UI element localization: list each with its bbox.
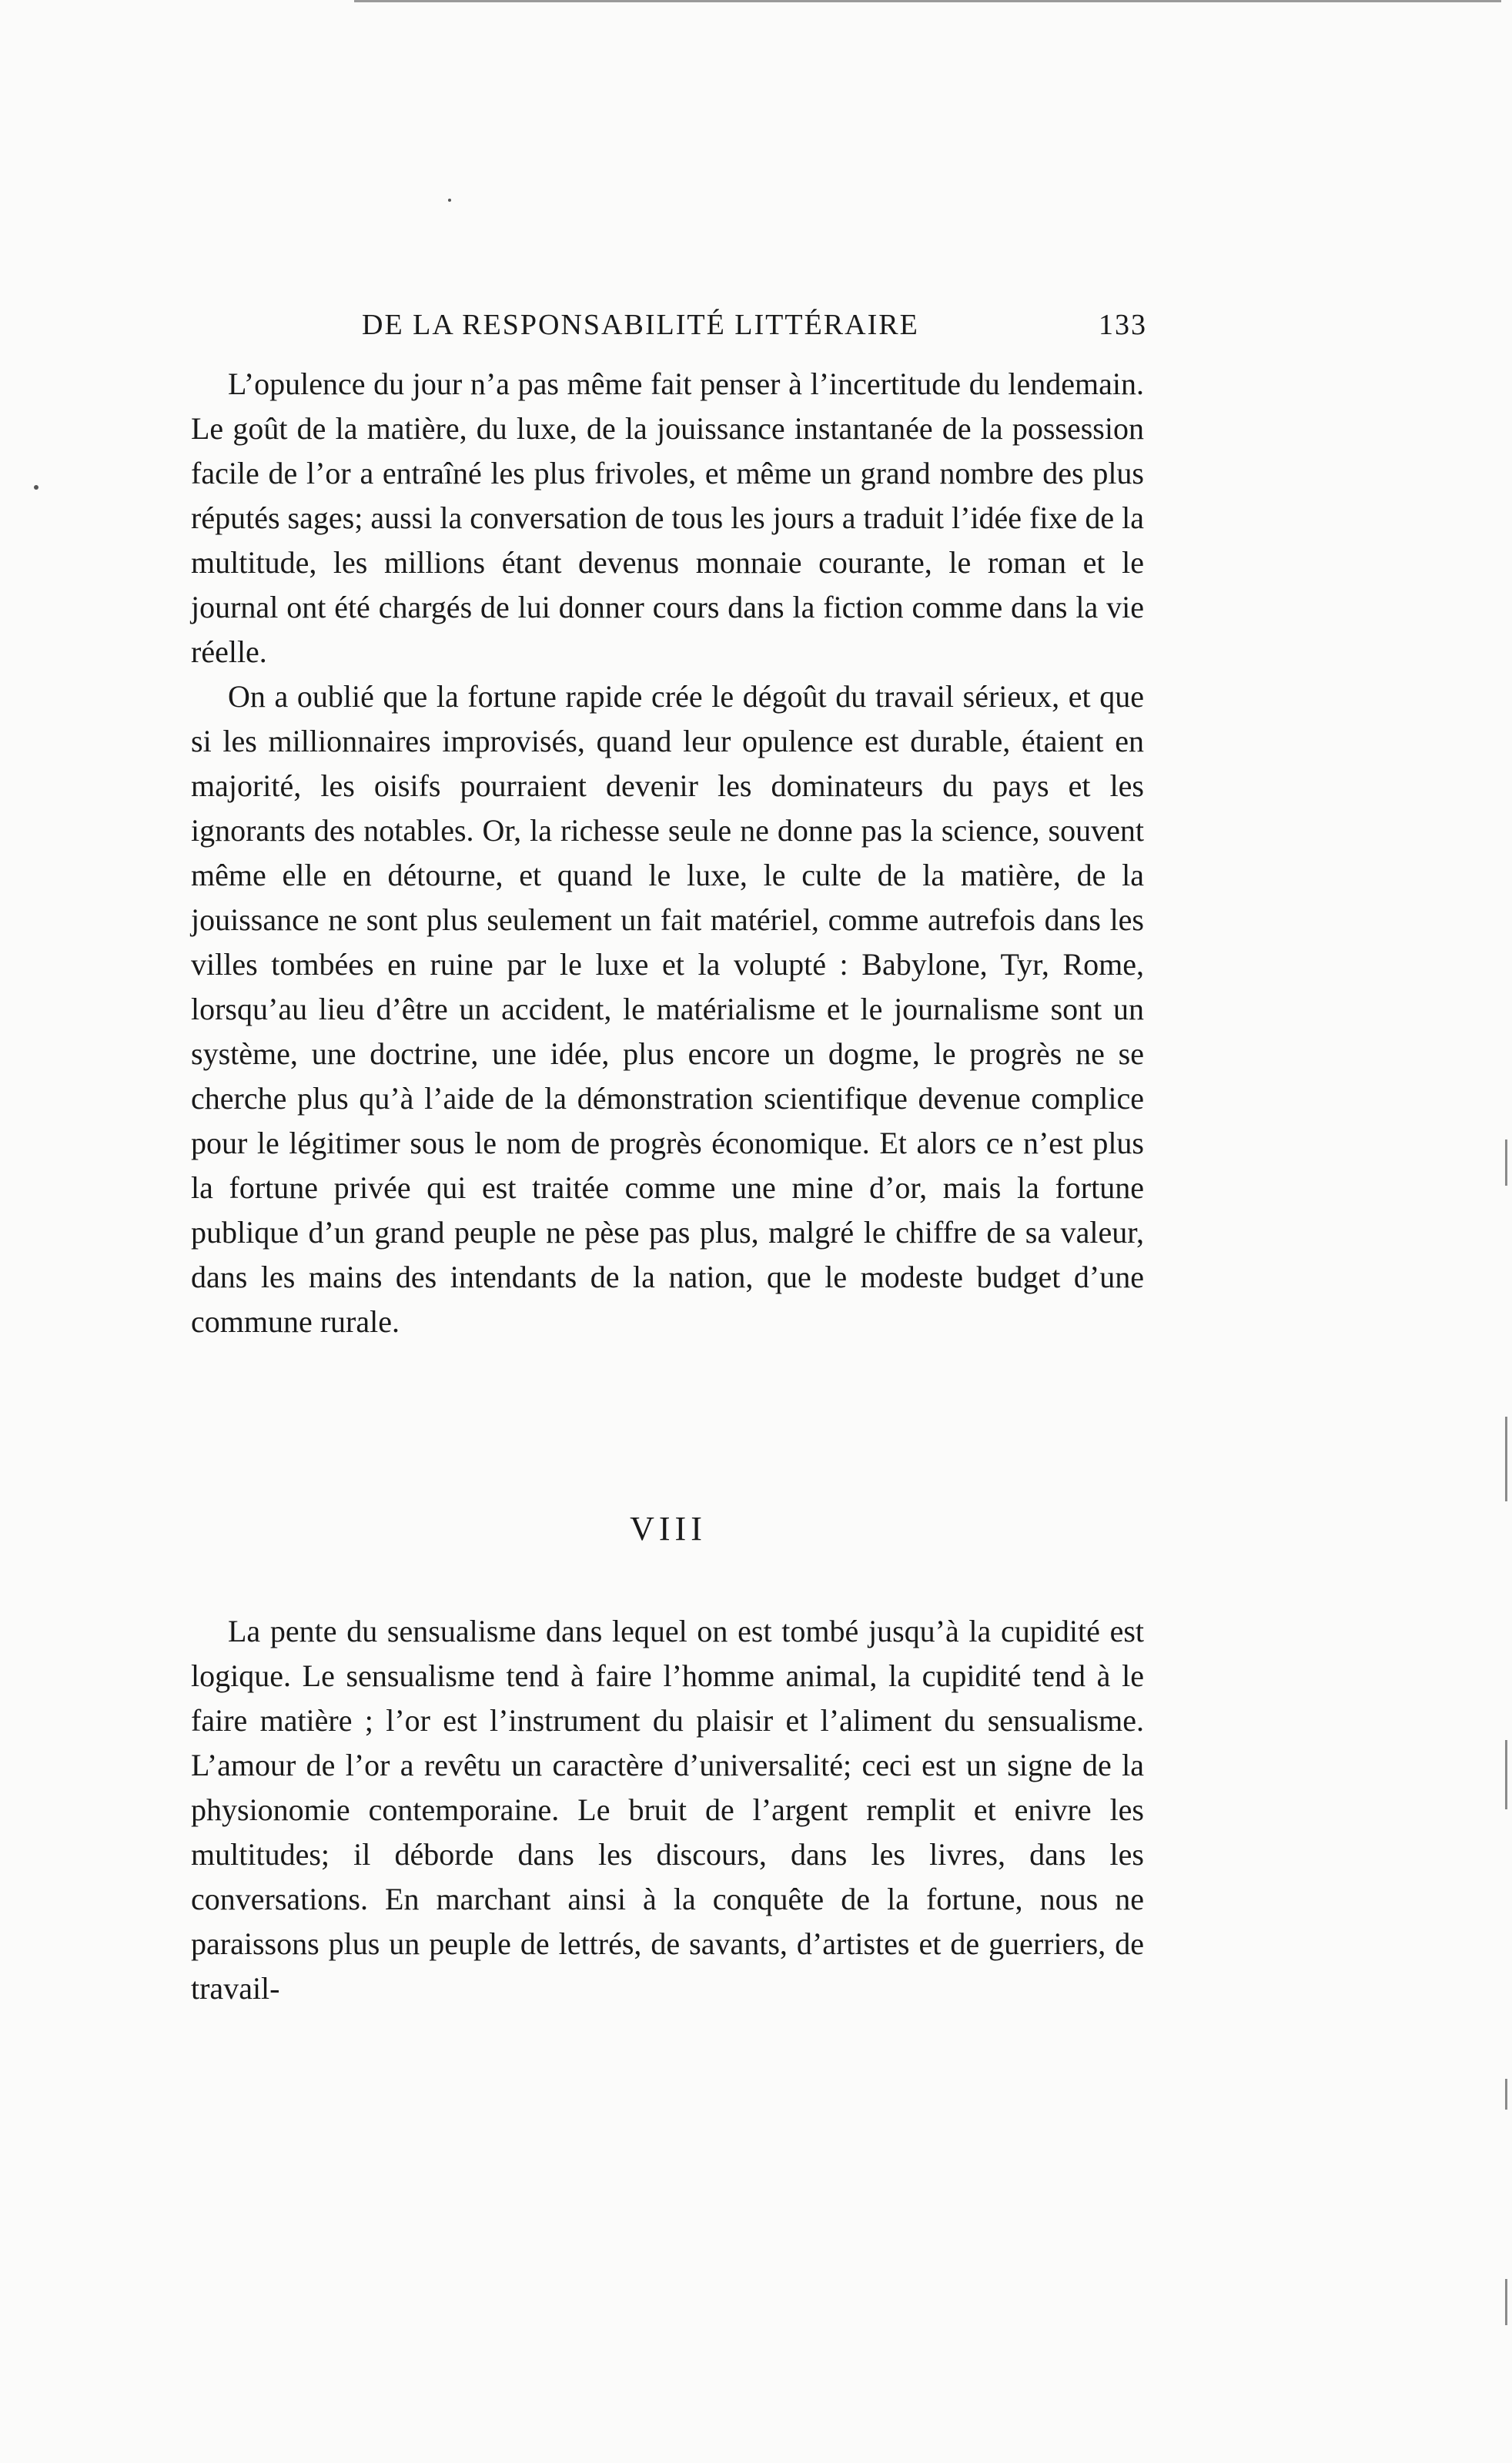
paragraph: L’opulence du jour n’a pas même fait penser à l’incertitude du lendemain. Le goût de la matière, du luxe, de la jouissance instantanée de la possession facile de l’or a entraîné les plus frivoles, et même un grand nombre des plus réputés sages; aussi la conversation de tous les jours a traduit l’idée fixe de la multitude, les millions étant devenus monnaie courante, le roman et le journal ont été chargés de lui donner cours dans la fiction comme dans la vie réelle. [191,366,1144,669]
paragraph: La pente du sensualisme dans lequel on est tombé jusqu’à la cupidité est logique. Le sensualisme tend à faire l’homme animal, la cupidité tend à le faire matière ; l’or est l’instrument du plaisir et l’aliment du sensualisme. L’amour de l’or a revêtu un caractère d’universalité; ceci est un signe de la physionomie contemporaine. Le bruit de l’argent remplit et enivre les multitudes; il déborde dans les discours, dans les livres, dans les conversations. En marchant ainsi à la conquête de la fortune, nous ne paraissons plus un peuple de lettrés, de savants, d’artistes et de guerriers, de travail- [191,1614,1144,2006]
stray-mark [34,485,38,490]
paragraph: On a oublié que la fortune rapide crée le dégoût du travail sérieux, et que si les millionnaires improvisés, quand leur opulence est durable, étaient en majorité, les oisifs pourraient devenir les dominateurs du pays et les ignorants des notables. Or, la richesse seule ne donne pas la science, souvent même elle en détourne, et quand le luxe, le culte de la matière, de la jouissance ne sont plus seulement un fait matériel, comme autrefois dans les villes tombées en ruine par le luxe et la volupté : Babylone, Tyr, Rome, lorsqu’au lieu d’être un accident, le matérialisme et le journalisme sont un système, une doctrine, une idée, plus encore un dogme, le progrès ne se cherche plus qu’à l’aide de la démonstration scientifique devenue complice pour le légitimer sous le nom de progrès économique. Et alors ce n’est plus la fortune privée qui est traitée comme une mine d’or, mais la fortune publique d’un grand peuple ne pèse pas plus, malgré le chiffre de sa valeur, dans les mains des intendants de la nation, que le modeste budget d’une commune rurale. [191,679,1144,1339]
scan-margin-mark [1505,1417,1507,1501]
text-block-2 [191,1609,1144,2011]
running-head-title: DE LA RESPONSABILITÉ LITTÉRAIRE [362,309,919,341]
stray-mark [448,199,451,202]
text-block-1 [191,362,1144,1344]
scan-margin-mark [1505,1740,1507,1809]
section-heading: VIII [630,1510,707,1548]
page-number: 133 [1099,309,1147,341]
running-head [362,308,1147,354]
scan-margin-mark [1505,2279,1507,2325]
scan-margin-mark [1505,2079,1507,2110]
scan-margin-mark [1505,1139,1507,1186]
top-edge-rule [354,0,1501,2]
